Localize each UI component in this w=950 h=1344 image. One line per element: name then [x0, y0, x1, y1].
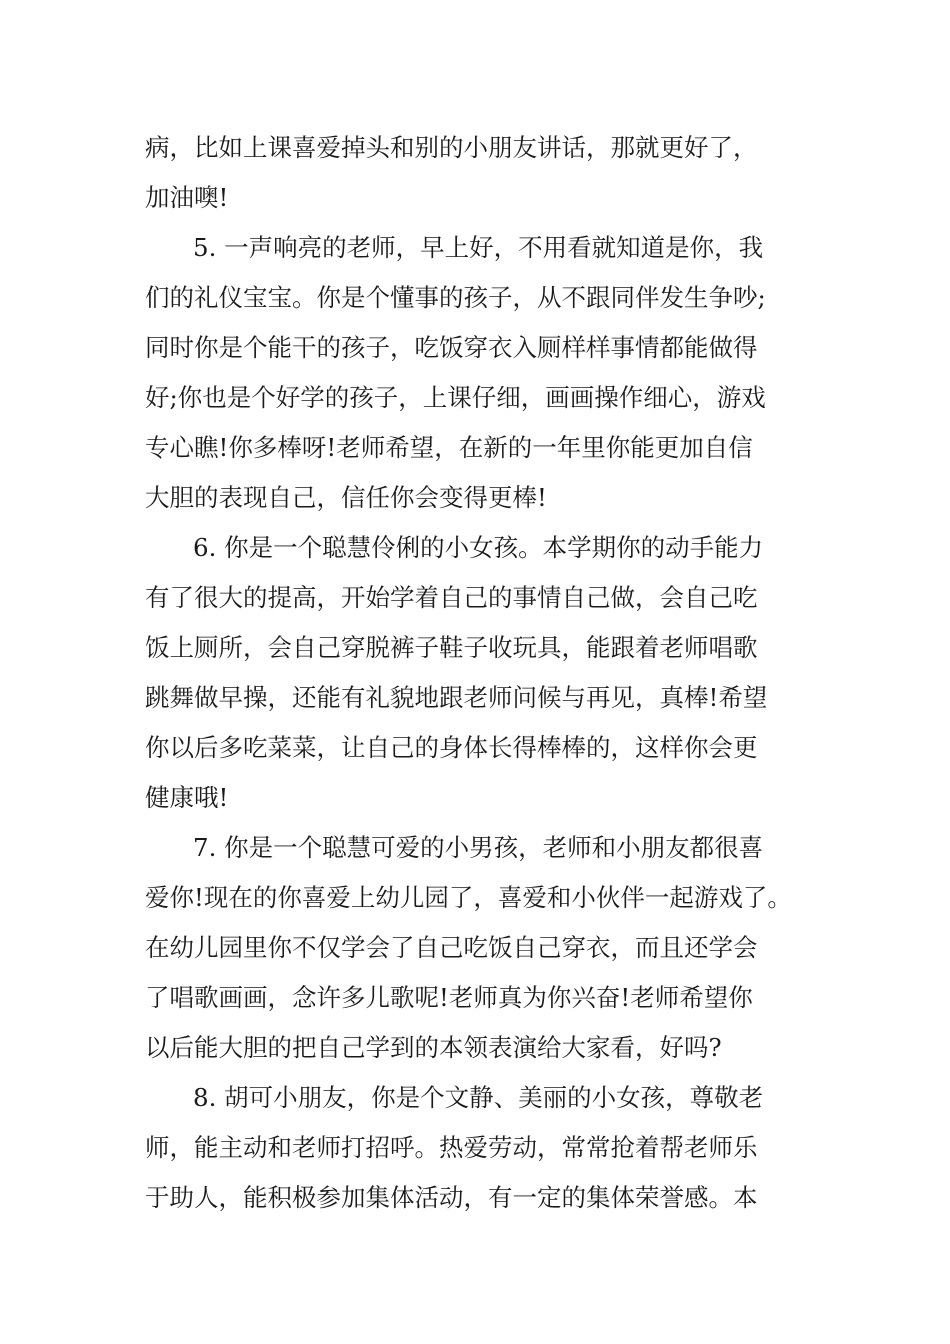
text-line: 饭上厕所，会自己穿脱裤子鞋子收玩具，能跟着老师唱歌 [145, 633, 758, 662]
text-line: 跳舞做早操，还能有礼貌地跟老师问候与再见，真棒!希望 [145, 683, 768, 712]
text-line: 同时你是个能干的孩子，吃饭穿衣入厕样样事情都能做得 [145, 333, 758, 362]
text-line: 病，比如上课喜爱掉头和别的小朋友讲话，那就更好了， [145, 133, 758, 162]
list-item-7-start: 7. 你是一个聪慧可爱的小男孩，老师和小朋友都很喜 [193, 833, 764, 862]
text-line: 好;你也是个好学的孩子，上课仔细，画画操作细心，游戏 [145, 383, 766, 412]
text-line: 师，能主动和老师打招呼。热爱劳动，常常抢着帮老师乐 [145, 1133, 758, 1162]
text-line: 健康哦! [145, 783, 229, 812]
list-item-6-start: 6. 你是一个聪慧伶俐的小女孩。本学期你的动手能力 [193, 533, 764, 562]
text-line: 你以后多吃菜菜，让自己的身体长得棒棒的，这样你会更 [145, 733, 758, 762]
text-line: 了唱歌画画，念许多儿歌呢!老师真为你兴奋!老师希望你 [145, 983, 753, 1012]
text-line: 专心瞧!你多棒呀!老师希望，在新的一年里你能更加自信 [145, 433, 753, 462]
list-item-5-start: 5. 一声响亮的老师，早上好，不用看就知道是你，我 [193, 233, 764, 262]
text-line: 爱你!现在的你喜爱上幼儿园了，喜爱和小伙伴一起游戏了。 [145, 883, 792, 912]
text-line: 有了很大的提高，开始学着自己的事情自己做，会自己吃 [145, 583, 758, 612]
text-line: 以后能大胆的把自己学到的本领表演给大家看，好吗? [145, 1033, 722, 1062]
text-line: 于助人，能积极参加集体活动，有一定的集体荣誉感。本 [145, 1183, 758, 1212]
list-item-8-start: 8. 胡可小朋友，你是个文静、美丽的小女孩，尊敬老 [193, 1083, 764, 1112]
text-line: 加油噢! [145, 183, 229, 212]
text-line: 们的礼仪宝宝。你是个懂事的孩子，从不跟同伴发生争吵; [145, 283, 766, 312]
text-line: 大胆的表现自己，信任你会变得更棒! [145, 483, 547, 512]
text-line: 在幼儿园里你不仅学会了自己吃饭自己穿衣，而且还学会 [145, 933, 758, 962]
